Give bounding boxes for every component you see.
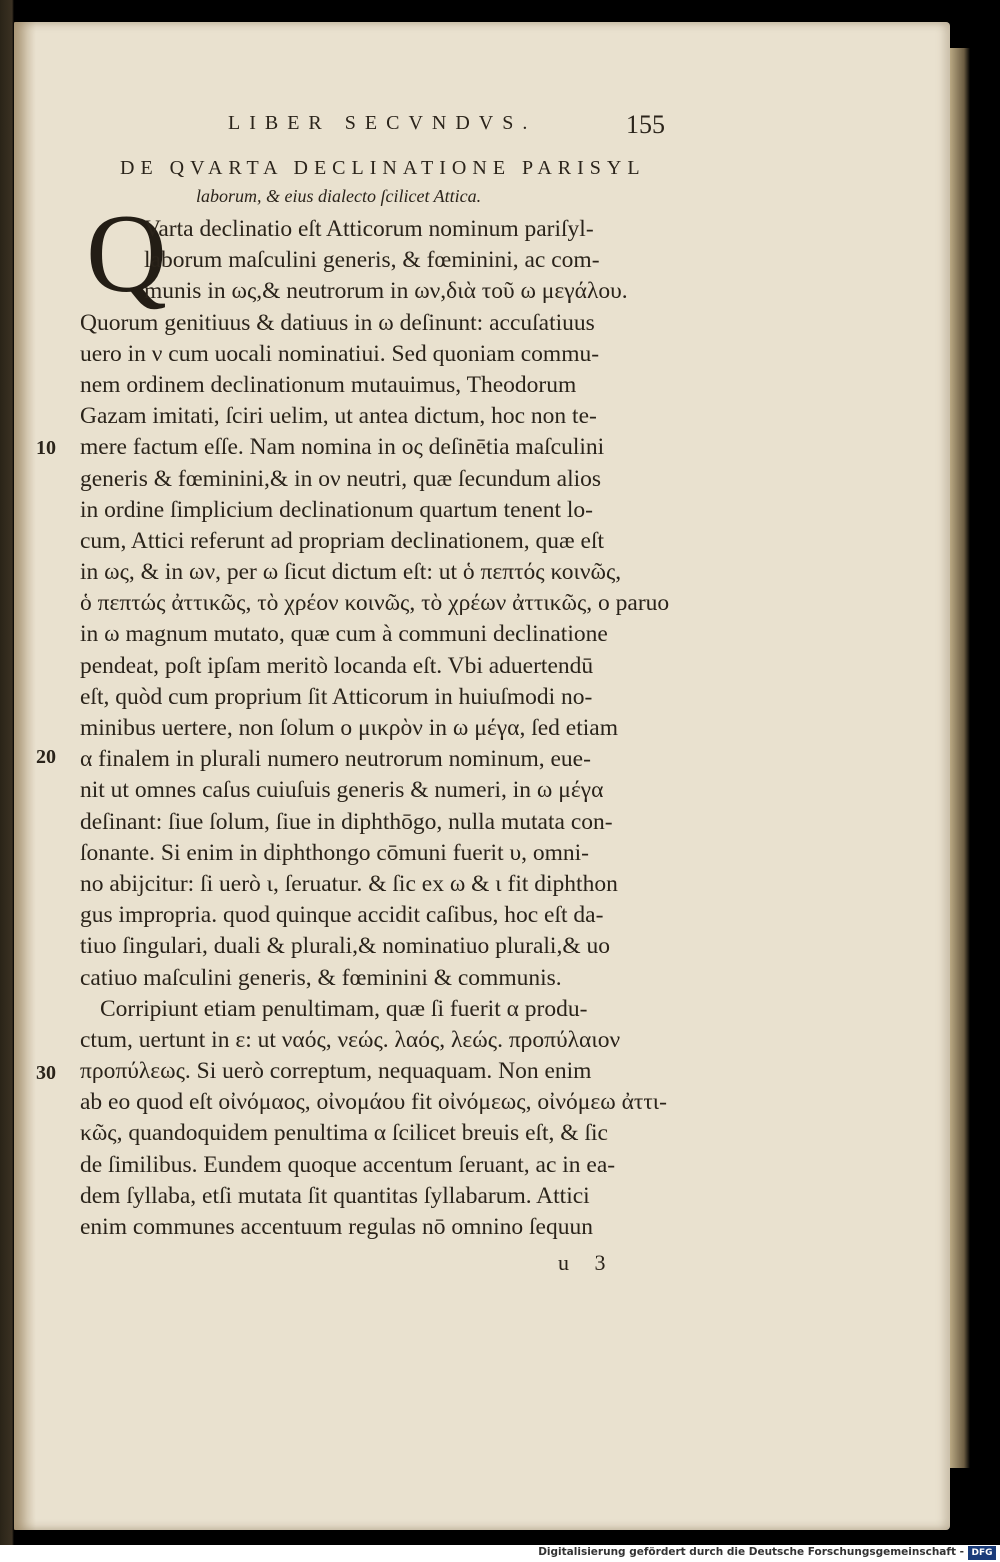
text-line: gus impropria. quod quinque accidit caſibus, hoc eſt da- — [80, 902, 604, 929]
text-line: ctum, uertunt in ε: ut ναός, νεώς. λαός, λεώς. προπύλαιον — [80, 1026, 621, 1053]
line-number: 30 — [36, 1062, 56, 1084]
text-line: enim communes accentuum regulas nō omnino ſequun — [80, 1214, 593, 1240]
text-line: α finalem in plurali numero neutrorum nominum, eue- — [80, 746, 591, 773]
drop-cap: Q — [86, 192, 167, 316]
text-line: ὁ πεπτώς ἀττικῶς, τὸ χρέον κοινῶς, τὸ χρέων ἀττικῶς, ο paruo — [80, 590, 670, 617]
gutter-shadow — [14, 22, 36, 1530]
text-line: Corripiunt etiam penultimam, quæ ſi fuerit α produ- — [100, 995, 588, 1022]
text-line: προπύλεως. Si uerò correptum, nequaquam. Non enim — [80, 1058, 592, 1085]
text-line: in ω magnum mutato, quæ cum à communi declinatione — [80, 621, 608, 648]
line-number: 10 — [36, 437, 56, 459]
text-line: ſonante. Si enim in diphthongo cōmuni fuerit υ, omni- — [80, 839, 589, 866]
text-line: deſinant: ſiue ſolum, ſiue in diphthōgo, nulla mutata con- — [80, 808, 613, 835]
text-line: de ſimilibus. Eundem quoque accentum ſeruant, ac in ea- — [80, 1151, 616, 1178]
body-text — [80, 214, 672, 1243]
text-line: pendeat, poſt ipſam meritò locanda eſt. Vbi aduertendū — [80, 652, 594, 679]
text-line: Gazam imitati, ſciri uelim, ut antea dictum, hoc non te- — [80, 403, 597, 430]
text-line: in ordine ſimplicium declinationum quartum tenent lo- — [80, 496, 593, 523]
line-number: 20 — [36, 746, 56, 768]
chapter-heading: DE QVARTA DECLINATIONE PARISYL — [120, 157, 646, 179]
text-line: uero in ν cum uocali nominatiui. Sed quoniam commu- — [80, 340, 600, 367]
dfg-logo: DFG — [968, 1546, 996, 1560]
text-line: no abijcitur: ſi uerò ι, ſeruatur. & ſic ex ω & ι fit diphthon — [80, 870, 618, 897]
text-line: munis in ως,& neutrorum in ων,διὰ τοῦ ω μεγάλου. — [144, 278, 628, 305]
chapter-subheading: laborum, & eius dialecto ſcilicet Attica. — [196, 186, 482, 206]
text-line: nem ordinem declinationum mutauimus, Theodorum — [80, 371, 577, 398]
page-number: 155 — [626, 110, 665, 139]
text-line: Varta declinatio eſt Atticorum nominum pariſyl- — [144, 216, 594, 242]
text-line: cum, Attici referunt ad propriam declinationem, quæ eſt — [80, 527, 605, 554]
text-line: tiuo ſingulari, duali & plurali,& nominatiuo plurali,& uo — [80, 933, 610, 960]
text-line: κῶς, quandoquidem penultima α ſcilicet breuis eſt, & ſic — [80, 1120, 608, 1147]
text-line: catiuo maſculini generis, & fœminini & communis. — [80, 964, 562, 991]
text-line: ab eo quod eſt οἰνόμαος, οἰνομάου fit οἰνόμεως, οἰνόμεω ἀττι- — [80, 1089, 667, 1116]
text-line: generis & fœminini,& in ον neutri, quæ ſecundum alios — [80, 465, 602, 492]
text-line: mere factum eſſe. Nam nomina in ος deſinētia maſculini — [80, 434, 605, 461]
text-line: nit ut omnes caſus cuiuſuis generis & numeri, in ω μέγα — [80, 777, 604, 804]
text-line: dem ſyllaba, etſi mutata ſit quantitas ſyllabarum. Attici — [80, 1182, 590, 1209]
footer-bar — [0, 1545, 1000, 1562]
text-line: eſt, quòd cum proprium ſit Atticorum in huiuſmodi no- — [80, 683, 593, 710]
text-line: in ως, & in ων, per ω ſicut dictum eſt: ut ὁ πεπτός κοινῶς, — [80, 559, 622, 586]
footer-credit: Digitalisierung gefördert durch die Deutsche Forschungsgemeinschaft - — [538, 1546, 964, 1558]
signature-mark: u 3 — [558, 1250, 616, 1275]
text-line: Quorum genitiuus & datiuus in ω deſinunt: accuſatiuus — [80, 309, 595, 336]
text-line: minibus uertere, non ſolum ο μικρὸν in ω μέγα, ſed etiam — [80, 715, 618, 741]
text-line: laborum maſculini generis, & fœminini, ac com- — [144, 247, 600, 274]
page-edge — [950, 48, 970, 1468]
running-head: LIBER SECVNDVS. — [228, 112, 537, 134]
